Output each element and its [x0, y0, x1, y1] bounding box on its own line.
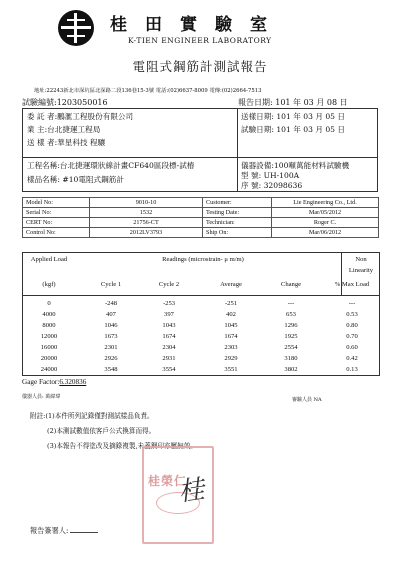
max-load-header: % Max Load — [334, 281, 370, 288]
table-cell: 1045 — [224, 322, 238, 329]
table-cell: 2926 — [104, 355, 118, 362]
report-date: 報告日期: 101 年 03 月 08 日 — [238, 98, 348, 107]
meta-value: 1532 — [90, 208, 203, 218]
unit-header: (kgf) — [42, 281, 56, 288]
table-cell: 16000 — [40, 344, 58, 351]
meta-table — [22, 197, 379, 238]
table-row — [23, 228, 379, 238]
table-cell: 0.60 — [346, 344, 358, 351]
table-cell: 1674 — [224, 333, 238, 340]
cycle1-header: Cycle 1 — [100, 281, 122, 288]
table-cell: 4000 — [42, 311, 56, 318]
table-cell: --- — [287, 300, 295, 307]
change-header: Change — [280, 281, 302, 288]
table-cell: 3551 — [224, 366, 238, 373]
table-cell: 2931 — [162, 355, 176, 362]
meta-label: Model No: — [23, 198, 90, 208]
table-cell: 12000 — [40, 333, 58, 340]
sample-name-field: 樣品名稱: #10電阻式鋼筋計 — [27, 175, 124, 184]
company-name-en: K-TIEN ENGINEER LABORATORY — [128, 36, 272, 45]
meta-label: Testing Date: — [203, 208, 272, 218]
table-cell: 1043 — [162, 322, 176, 329]
table-row — [23, 218, 379, 228]
serial-field: 序 號: 32098636 — [241, 181, 303, 190]
reviewer: 審驗人員 NA — [292, 397, 322, 403]
model-field: 型 號: UH-100A — [241, 171, 300, 180]
table-cell: 0.80 — [346, 322, 358, 329]
table-cell: 397 — [164, 311, 174, 318]
table-cell: 2301 — [104, 344, 118, 351]
note-1: 附註:(1)本件所列記錄僅對測試樣品負責。 — [30, 412, 154, 420]
table-cell: 407 — [106, 311, 116, 318]
stamp-text: 桂榮仁 — [148, 474, 188, 488]
readings-header: Readings (microstrain- μ m/m) — [162, 256, 244, 263]
table-cell: 1925 — [284, 333, 298, 340]
meta-value: Roger C. — [272, 218, 379, 228]
applied-load-header: Applied Load — [30, 256, 68, 263]
table-cell: 24000 — [40, 366, 58, 373]
handwritten-signature: 桂 — [176, 474, 207, 508]
meta-value: 2012LV3793 — [90, 228, 203, 238]
meta-label: Ship On: — [203, 228, 272, 238]
table-cell: 3802 — [284, 366, 298, 373]
table-cell: 1296 — [284, 322, 298, 329]
meta-label: Technician: — [203, 218, 272, 228]
note-2: (2)本測試數值依客戶公式換算而得。 — [47, 427, 156, 435]
meta-label: Serial No: — [23, 208, 90, 218]
lab-logo — [58, 10, 94, 46]
signer-label: 報告簽署人: — [30, 526, 69, 535]
table-cell: 0.70 — [346, 333, 358, 340]
meta-value: Mar/05/2012 — [272, 208, 379, 218]
table-cell: 3548 — [104, 366, 118, 373]
nonlinearity-header-2: Linearity — [348, 267, 374, 274]
table-cell: 0.53 — [346, 311, 358, 318]
table-cell: -253 — [162, 300, 176, 307]
table-cell: --- — [348, 300, 356, 307]
note-3: (3)本報告不得塗改及摘錄複製,未蓋鋼印亦屬無效。 — [47, 442, 197, 450]
table-row — [23, 198, 379, 208]
table-cell: 1673 — [104, 333, 118, 340]
table-cell: 20000 — [40, 355, 58, 362]
instrument-staff: 儀器人員: 萬緯瑋 — [22, 394, 61, 400]
client-info-box — [22, 108, 378, 192]
receive-date-field: 送樣日期: 101 年 03 月 05 日 — [241, 112, 346, 121]
meta-value: Lie Engineering Co., Ltd. — [272, 198, 379, 208]
table-cell: 3180 — [284, 355, 298, 362]
document-title: 電阻式鋼筋計測試報告 — [132, 59, 268, 74]
meta-label: Control No: — [23, 228, 90, 238]
gage-factor-label: Gage Factor: — [22, 378, 60, 386]
owner-field: 業 主:台北捷運工程局 — [27, 125, 101, 134]
company-name-cn: 桂田實驗室 — [110, 15, 285, 35]
table-cell: 0.42 — [346, 355, 358, 362]
report-signer — [30, 526, 98, 536]
meta-label: Customer: — [203, 198, 272, 208]
table-cell: 2554 — [284, 344, 298, 351]
meta-value: 21756-CT — [90, 218, 203, 228]
gage-factor — [22, 378, 86, 386]
table-cell: 0 — [47, 300, 51, 307]
meta-value: 9010-10 — [90, 198, 203, 208]
submitter-field: 送 樣 者:華星科技 程驤 — [27, 138, 106, 147]
average-header: Average — [220, 281, 242, 288]
table-cell: -251 — [224, 300, 238, 307]
equipment-field: 儀器設備:100噸萬能材料試驗機 — [241, 161, 350, 170]
table-cell: 1046 — [104, 322, 118, 329]
table-row — [23, 208, 379, 218]
table-cell: 3554 — [162, 366, 176, 373]
table-cell: 1674 — [162, 333, 176, 340]
cycle2-header: Cycle 2 — [158, 281, 180, 288]
table-cell: 8000 — [42, 322, 56, 329]
table-cell: 2303 — [224, 344, 238, 351]
client-field: 委 託 者:鵬滙工程股份有限公司 — [27, 112, 134, 121]
table-cell: 0.13 — [346, 366, 358, 373]
gage-factor-value: 6.320836 — [59, 378, 87, 386]
table-cell: 2304 — [162, 344, 176, 351]
table-cell: 653 — [286, 311, 296, 318]
meta-label: CERT No: — [23, 218, 90, 228]
address-line: 地址:22243新北市深坑區北深路二段136巷15-3號 電話:(02)6637-8009 電傳:(02)2664-7513 — [34, 88, 262, 94]
readings-table — [22, 252, 380, 376]
test-number: 試驗編號:1203050016 — [22, 98, 108, 107]
test-date-field: 試驗日期: 101 年 03 月 05 日 — [241, 125, 346, 134]
meta-value: Mar/06/2012 — [272, 228, 379, 238]
table-cell: 2929 — [224, 355, 238, 362]
table-cell: 402 — [226, 311, 236, 318]
project-name-field: 工程名稱:台北捷運環狀線計畫CF640區段標-試樁 — [27, 161, 195, 170]
table-cell: -248 — [104, 300, 118, 307]
nonlinearity-header: Non — [355, 256, 367, 263]
